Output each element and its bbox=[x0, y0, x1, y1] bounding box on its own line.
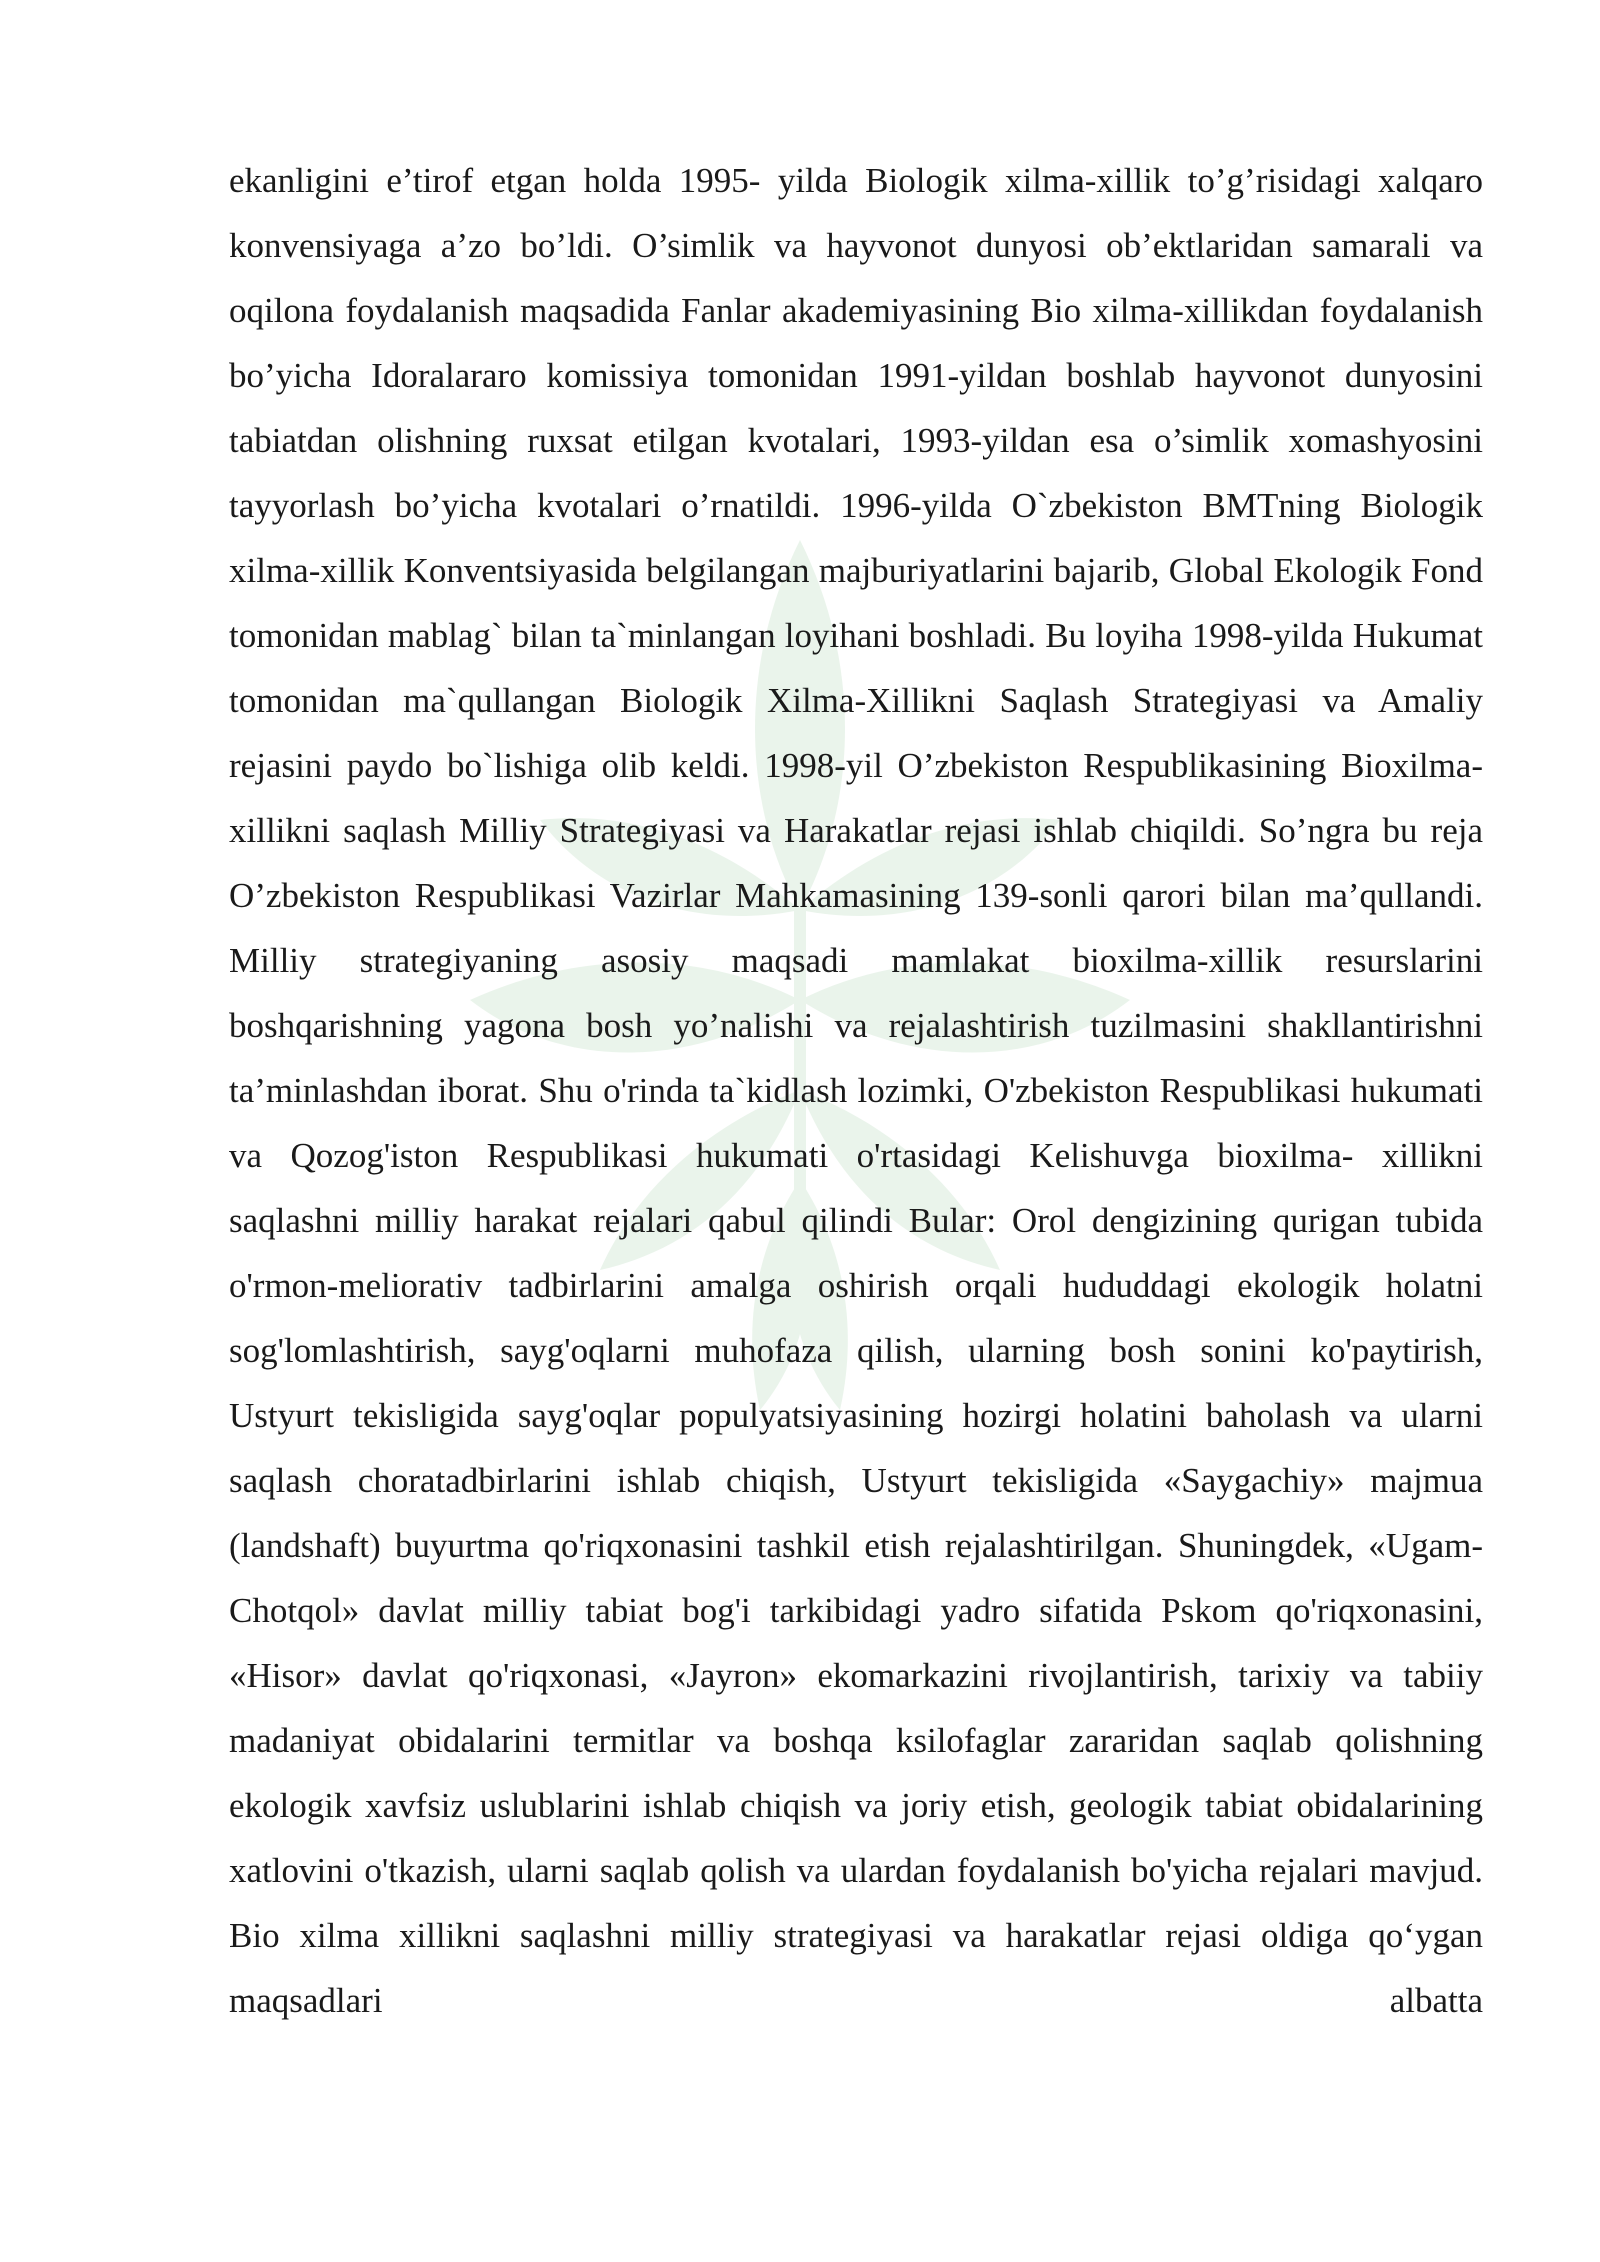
body-paragraph: ekanligini e’tirof etgan holda 1995- yilda Biologik xilma-xillik to’g’risidagi xalqaro konvensiyaga a’zo bo’ldi. O’simlik va hayvonot dunyosi ob’ektlaridan samarali va oqilona foydalanish maqsadida Fanlar akademiyasining Bio xilma-xillikdan foydalanish bo’yicha Idoralararo komissiya tomonidan 1991-yildan boshlab hayvonot dunyosini tabiatdan olishning ruxsat etilgan kvotalari, 1993-yildan esa o’simlik xomashyosini tayyorlash bo’yicha kvotalari o’rnatildi. 1996-yilda O`zbekiston BMTning Biologik xilma-xillik Konventsiyasida belgilangan majburiyatlarini bajarib, Global Ekologik Fond tomonidan mablag` bilan ta`minlangan loyihani boshladi. Bu loyiha 1998-yilda Hukumat tomonidan ma`qullangan Biologik Xilma-Xillikni Saqlash Strategiyasi va Amaliy rejasini paydo bo`lishiga olib keldi. 1998-yil O’zbekiston Respublikasining Bioxilma-xillikni saqlash Milliy Strategiyasi va Harakatlar rejasi ishlab chiqildi. So’ngra bu reja O’zbekiston Respublikasi Vazirlar Mahkamasining 139-sonli qarori bilan ma’qullandi. Milliy strategiyaning asosiy maqsadi mamlakat bioxilma-xillik resurslarini boshqarishning yagona bosh yo’nalishi va rejalashtirish tuzilmasini shakllantirishni ta’minlashdan iborat. Shu o'rinda ta`kidlash lozimki, O'zbekiston Respublikasi hukumati va Qozog'iston Respublikasi hukumati o'rtasidagi Kelishuvga bioxilma- xillikni saqlashni milliy harakat rejalari qabul qilindi Bular: Orol dengizining qurigan tubida o'rmon-meliorativ tadbirlarini amalga oshirish orqali hududdagi ekologik holatni sog'lomlashtirish, sayg'oqlarni muhofaza qilish, ularning bosh sonini ko'paytirish, Ustyurt tekisligida sayg'oqlar populyatsiyasining hozirgi holatini baholash va ularni saqlash choratadbirlarini ishlab chiqish, Ustyurt tekisligida «Saygachiy» majmua (landshaft) buyurtma qo'riqxonasini tashkil etish rejalashtirilgan. Shuningdek, «Ugam-Chotqol» davlat milliy tabiat bog'i tarkibidagi yadro sifatida Pskom qo'riqxonasini, «Hisor» davlat qo'riqxonasi, «Jayron» ekomarkazini rivojlantirish, tarixiy va tabiiy madaniyat obidalarini termitlar va boshqa ksilofaglar zararidan saqlab qolishning ekologik xavfsiz uslublarini ishlab chiqish va joriy etish, geologik tabiat obidalarining xatlovini o'tkazish, ularni saqlab qolish va ulardan foydalanish bo'yicha rejalari mavjud. Bio xilma xillikni saqlashni milliy strategiyasi va harakatlar rejasi oldiga qo‘ygan maqsadlari albatta bbox=[229, 161, 1483, 2020]
